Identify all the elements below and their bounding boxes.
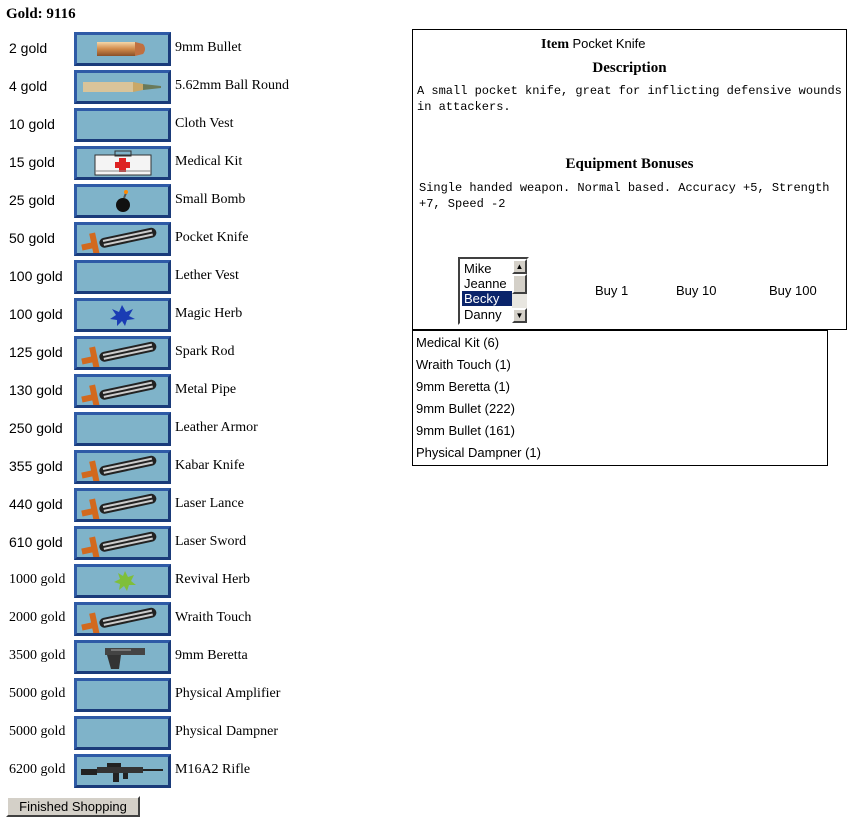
shop-item-row[interactable]: [0, 334, 330, 372]
item-name-label[interactable]: 9mm Beretta: [175, 648, 248, 663]
shop-item-row[interactable]: [0, 448, 330, 486]
character-listbox[interactable]: [458, 257, 529, 325]
buy-10-button[interactable]: Buy 10: [676, 283, 717, 298]
item-price: 10 gold: [9, 116, 55, 132]
blank-icon[interactable]: [74, 260, 171, 294]
item-name-label[interactable]: Medical Kit: [175, 154, 243, 169]
inventory-item[interactable]: Medical Kit (6): [416, 335, 500, 350]
shop-item-row[interactable]: [0, 68, 330, 106]
item-name-label[interactable]: Lether Vest: [175, 268, 239, 283]
item-name-label[interactable]: Physical Dampner: [175, 724, 279, 739]
inventory-item[interactable]: 9mm Bullet (161): [416, 423, 515, 438]
item-name-label[interactable]: M16A2 Rifle: [175, 762, 251, 777]
inventory-item[interactable]: Wraith Touch (1): [416, 357, 511, 372]
sword-icon[interactable]: [74, 336, 171, 370]
shop-item-row[interactable]: [0, 714, 330, 752]
character-option-mike[interactable]: Mike: [464, 261, 492, 276]
character-option-becky[interactable]: Becky: [462, 291, 516, 306]
gold-balance: Gold: 9116: [6, 6, 76, 22]
item-price: 6200 gold: [9, 762, 66, 777]
bomb-icon[interactable]: [74, 184, 171, 218]
shop-item-row[interactable]: [0, 220, 330, 258]
bonuses-text: Single handed weapon. Normal based. Accuracy +5, Strength +7, Speed -2: [419, 181, 830, 211]
blue-leaf-icon[interactable]: [74, 298, 171, 332]
shop-item-row[interactable]: [0, 486, 330, 524]
sword-icon[interactable]: [74, 222, 171, 256]
buy-100-button[interactable]: Buy 100: [769, 283, 817, 298]
item-name-label[interactable]: Metal Pipe: [175, 382, 237, 397]
item-name-label[interactable]: Magic Herb: [175, 306, 243, 321]
item-name-label[interactable]: 9mm Bullet: [175, 40, 242, 55]
item-name-label[interactable]: Kabar Knife: [175, 458, 245, 473]
description-text: A small pocket knife, great for inflicting defensive wounds in attackers.: [417, 84, 842, 114]
item-price: 355 gold: [9, 458, 63, 474]
sword-icon[interactable]: [74, 374, 171, 408]
item-name-label[interactable]: Spark Rod: [175, 344, 235, 359]
shop-item-row[interactable]: [0, 144, 330, 182]
item-name-label[interactable]: Pocket Knife: [175, 230, 249, 245]
item-price: 125 gold: [9, 344, 63, 360]
item-price: 4 gold: [9, 78, 48, 94]
item-price: 2 gold: [9, 40, 48, 56]
shop-item-row[interactable]: [0, 258, 330, 296]
shop-item-row[interactable]: [0, 638, 330, 676]
item-name-label[interactable]: Laser Lance: [175, 496, 244, 511]
item-price: 100 gold: [9, 306, 63, 322]
shop-item-row[interactable]: [0, 182, 330, 220]
item-price: 2000 gold: [9, 610, 66, 625]
inventory-list: [412, 330, 828, 466]
shop-item-row[interactable]: [0, 524, 330, 562]
sword-icon[interactable]: [74, 450, 171, 484]
item-name-label[interactable]: Wraith Touch: [175, 610, 252, 625]
item-name-label[interactable]: Revival Herb: [175, 572, 251, 587]
item-price: 250 gold: [9, 420, 63, 436]
blank-icon[interactable]: [74, 412, 171, 446]
pistol-icon[interactable]: [74, 640, 171, 674]
shop-item-row[interactable]: [0, 106, 330, 144]
bullet-icon[interactable]: [74, 32, 171, 66]
item-name-label[interactable]: 5.62mm Ball Round: [175, 78, 289, 93]
shop-item-row[interactable]: [0, 296, 330, 334]
item-name-label[interactable]: Leather Armor: [175, 420, 258, 435]
blank-icon[interactable]: [74, 108, 171, 142]
buy-1-button[interactable]: Buy 1: [595, 283, 629, 298]
character-option-danny[interactable]: Danny: [464, 307, 502, 322]
inventory-item[interactable]: 9mm Beretta (1): [416, 379, 510, 394]
inventory-item[interactable]: 9mm Bullet (222): [416, 401, 515, 416]
scroll-down-icon[interactable]: ▼: [512, 308, 527, 323]
bonuses-heading: Equipment Bonuses: [565, 156, 694, 172]
item-price: 15 gold: [9, 154, 55, 170]
item-name: Pocket Knife: [572, 36, 646, 51]
green-leaf-icon[interactable]: [74, 564, 171, 598]
inventory-item[interactable]: Physical Dampner (1): [416, 445, 541, 460]
blank-icon[interactable]: [74, 678, 171, 712]
item-detail-panel: [412, 29, 847, 330]
rifle-round-icon[interactable]: [74, 70, 171, 104]
sword-icon[interactable]: [74, 488, 171, 522]
item-name-label[interactable]: Laser Sword: [175, 534, 247, 549]
item-price: 50 gold: [9, 230, 55, 246]
item-price: 100 gold: [9, 268, 63, 284]
rifle-icon[interactable]: [74, 754, 171, 788]
item-price: 440 gold: [9, 496, 63, 512]
shop-item-row[interactable]: [0, 562, 330, 600]
item-name-label[interactable]: Cloth Vest: [175, 116, 234, 131]
blank-icon[interactable]: [74, 716, 171, 750]
description-heading: Description: [592, 60, 667, 76]
sword-icon[interactable]: [74, 602, 171, 636]
shop-item-row[interactable]: [0, 372, 330, 410]
item-price: 1000 gold: [9, 572, 66, 587]
shop-item-row[interactable]: [0, 600, 330, 638]
item-name-label[interactable]: Small Bomb: [175, 192, 246, 207]
item-price: 130 gold: [9, 382, 63, 398]
shop-item-row[interactable]: [0, 676, 330, 714]
item-name-label[interactable]: Physical Amplifier: [175, 686, 281, 701]
shop-item-row[interactable]: [0, 30, 330, 68]
scroll-thumb[interactable]: [512, 274, 527, 294]
medkit-icon[interactable]: [74, 146, 171, 180]
item-price: 5000 gold: [9, 686, 66, 701]
item-title: [541, 36, 646, 53]
shop-item-row[interactable]: [0, 752, 330, 790]
character-option-jeanne[interactable]: Jeanne: [464, 276, 507, 291]
item-price: 3500 gold: [9, 648, 66, 663]
sword-icon[interactable]: [74, 526, 171, 560]
item-price: 5000 gold: [9, 724, 66, 739]
scroll-up-icon[interactable]: ▲: [512, 259, 527, 274]
item-price: 25 gold: [9, 192, 55, 208]
item-price: 610 gold: [9, 534, 63, 550]
item-label: Item: [541, 37, 569, 52]
shop-item-row[interactable]: [0, 410, 330, 448]
listbox-scrollbar[interactable]: [512, 259, 527, 323]
finished-shopping-button[interactable]: Finished Shopping: [6, 796, 140, 817]
